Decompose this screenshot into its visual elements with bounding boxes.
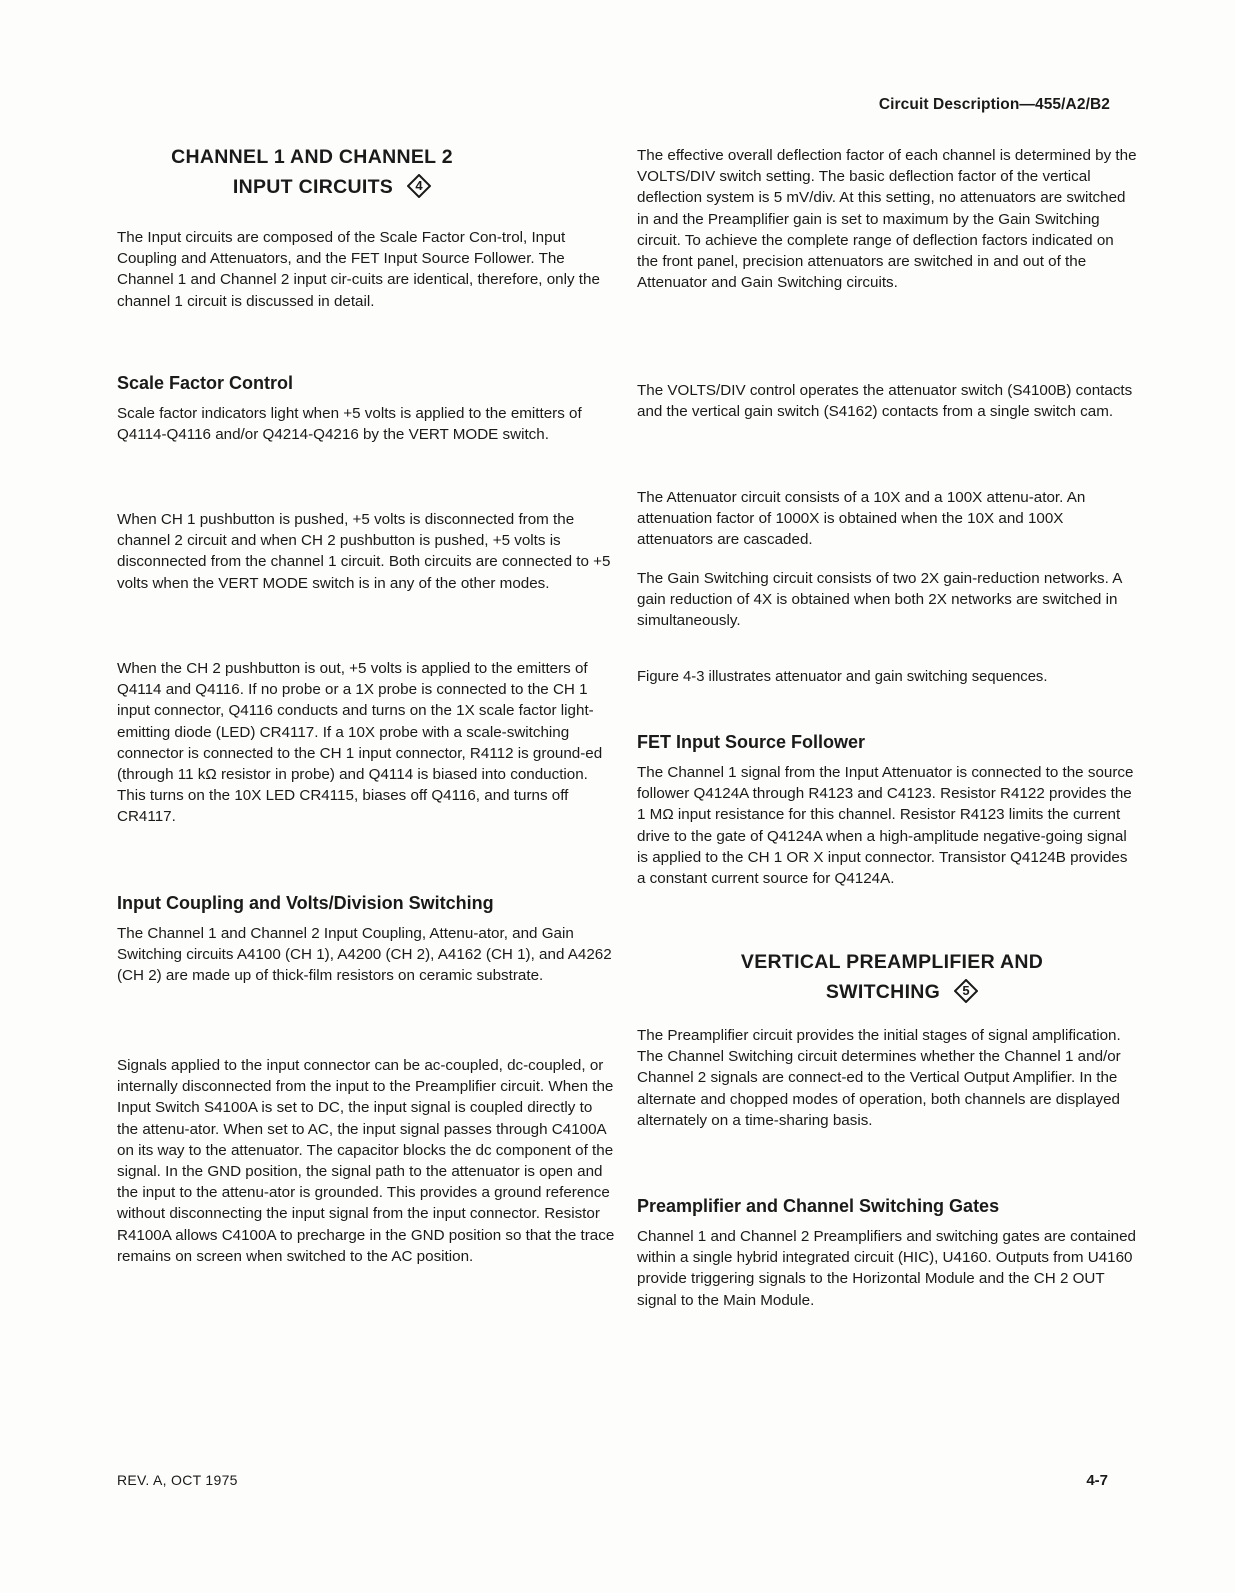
paragraph-gain-switching [637,568,1137,632]
paragraph-fet-input: The Channel 1 signal from the Input Attenuator is connected to the source follower Q4124A through R4123 and C4123. Resistor R4122 provides the 1 MΩ input resistance for this channel. Resistor R4123 limits the current drive to the gate of Q4124A when a high-amplitude negative-going signal is applied to the CH 1 OR X input connector. Transistor Q4124B provides a constant current source for Q4124A. [637,764,1134,888]
paragraph-text: The Input circuits are composed of the Scale Factor Con-trol, Input Coupling and Attenuators, and the FET Input Source Follower. The Channel 1 and Channel 2 input cir-cuits are identical, therefore, only the channel 1 circuit is discussed in detail. [117,229,600,310]
section-heading-line2: INPUT CIRCUITS [232,176,394,198]
subsection-switching-gates [637,1195,1137,1311]
paragraph-text: Figure 4-3 illustrates attenuator and gain switching sequences. [637,669,1048,685]
subsection-scale-factor [117,372,617,445]
section-heading-line2: SWITCHING [825,981,941,1003]
paragraph-switching-gates: Channel 1 and Channel 2 Preamplifiers and switching gates are contained within a single hybrid integrated circuit (HIC), U4160. Outputs from U4160 provide triggering signals to the Horizontal Module and the CH 2 OUT signal to the Main Module. [637,1228,1136,1309]
subsection-input-coupling [117,892,617,987]
paragraph-text: When the CH 2 pushbutton is out, +5 volts is applied to the emitters of Q4114 and Q4116. If no probe or a 1X probe is connected to the CH 1 input connector, Q4116 conducts and turns on the 1X scale factor light-emitting diode (LED) CR4117. If a 10X probe with a scale-switching connector is connected to the CH 1 input connector, R4112 is ground-ed (through 11 kΩ resistor in probe) and Q4114 is biased into conduction. This turns on the 10X LED CR4115, biases off Q4116, and turns off CR4117. [117,660,603,826]
paragraph-input-intro [117,227,617,312]
page-number: 4-7 [1086,1472,1108,1489]
diagram-number-diamond-icon [954,979,978,1003]
diagram-number: 5 [962,982,970,998]
paragraph-preamplifier [637,1025,1137,1131]
section-heading-vertical-preamplifier [637,947,1137,1007]
paragraph-volts-div-control [637,380,1137,422]
section-heading-line2-wrap [637,977,1137,1007]
paragraph-deflection-factor [637,145,1137,293]
paragraph-scale-factor-3 [117,658,617,828]
diagram-number: 4 [415,177,423,193]
subheading-preamplifier-switching-gates: Preamplifier and Channel Switching Gates [637,1196,1000,1216]
paragraph-scale-factor-2 [117,509,617,594]
subheading-scale-factor-control: Scale Factor Control [117,373,294,393]
subsection-fet-input [637,731,1137,889]
paragraph-text: The Gain Switching circuit consists of two 2X gain-reduction networks. A gain reduction of 4X is obtained when both 2X networks are switched in simultaneously. [637,570,1122,630]
paragraph-text: The effective overall deflection factor of each channel is determined by the VOLTS/DIV switch setting. The basic deflection factor of the vertical deflection system is 5 mV/div. At this setting, no attenuators are switched in and the Preamplifier gain is set to maximum by the Gain Switching circuit. To achieve the complete range of deflection factors indicated on the front panel, precision attenuators are switched in and out of the Attenuator and Gain Switching circuits. [637,147,1137,292]
paragraph-coupling-1: The Channel 1 and Channel 2 Input Coupling, Attenu-ator, and Gain Switching circuits A4100 (CH 1), A4200 (CH 2), A4162 (CH 1), and A4262 (CH 2) are made up of thick-film resistors on ceramic substrate. [117,925,612,985]
section-heading-line1: CHANNEL 1 AND CHANNEL 2 [171,146,453,168]
running-header: Circuit Description—455/A2/B2 [878,96,1110,113]
paragraph-figure-reference [637,667,1137,688]
paragraph-text: When CH 1 pushbutton is pushed, +5 volts is disconnected from the channel 2 circuit and when CH 2 pushbutton is pushed, +5 volts is disconnected from the channel 1 circuit. Both circuits are connected to +5 volts when the VERT MODE switch is in any of the other modes. [117,511,611,592]
paragraph-text: The VOLTS/DIV control operates the attenuator switch (S4100B) contacts and the vertical gain switch (S4162) contacts from a single switch cam. [637,382,1133,421]
paragraph-coupling-2 [117,1055,617,1267]
diagram-number-diamond-icon [407,174,431,198]
section-heading-line2-wrap [117,172,617,202]
paragraph-text: Signals applied to the input connector can be ac-coupled, dc-coupled, or internally disconnected from the input to the Preamplifier circuit. When the Input Switch S4100A is set to DC, the input signal is coupled directly to the attenu-ator. When set to AC, the input signal passes through C4100A on its way to the attenuator. The capacitor blocks the dc component of the signal. In the GND position, the signal path to the attenuator is open and the input to the attenu-ator is grounded. This provides a ground reference without disconnecting the input signal from the input connector. Resistor R4100A allows C4100A to precharge in the GND position so that the trace remains on screen when switched to the AC position. [117,1057,615,1265]
paragraph-attenuator [637,487,1137,551]
section-heading-line1: VERTICAL PREAMPLIFIER AND [740,951,1044,973]
revision-date: REV. A, OCT 1975 [117,1472,238,1488]
subheading-fet-input-source-follower: FET Input Source Follower [637,732,866,752]
paragraph-text: The Attenuator circuit consists of a 10X and a 100X attenu-ator. An attenuation factor of 1000X is obtained when the 10X and 100X attenuators are cascaded. [637,489,1086,549]
paragraph-scale-factor-1: Scale factor indicators light when +5 volts is applied to the emitters of Q4114-Q4116 and/or Q4214-Q4216 by the VERT MODE switch. [117,405,582,444]
paragraph-text: The Preamplifier circuit provides the initial stages of signal amplification. The Channel Switching circuit determines whether the Channel 1 and/or Channel 2 signals are connect-ed to the Vertical Output Amplifier. In the alternate and chopped modes of operation, both channels are displayed alternately on a time-sharing basis. [637,1027,1121,1129]
subheading-input-coupling: Input Coupling and Volts/Division Switching [117,893,494,913]
section-heading-input-circuits [117,142,617,202]
